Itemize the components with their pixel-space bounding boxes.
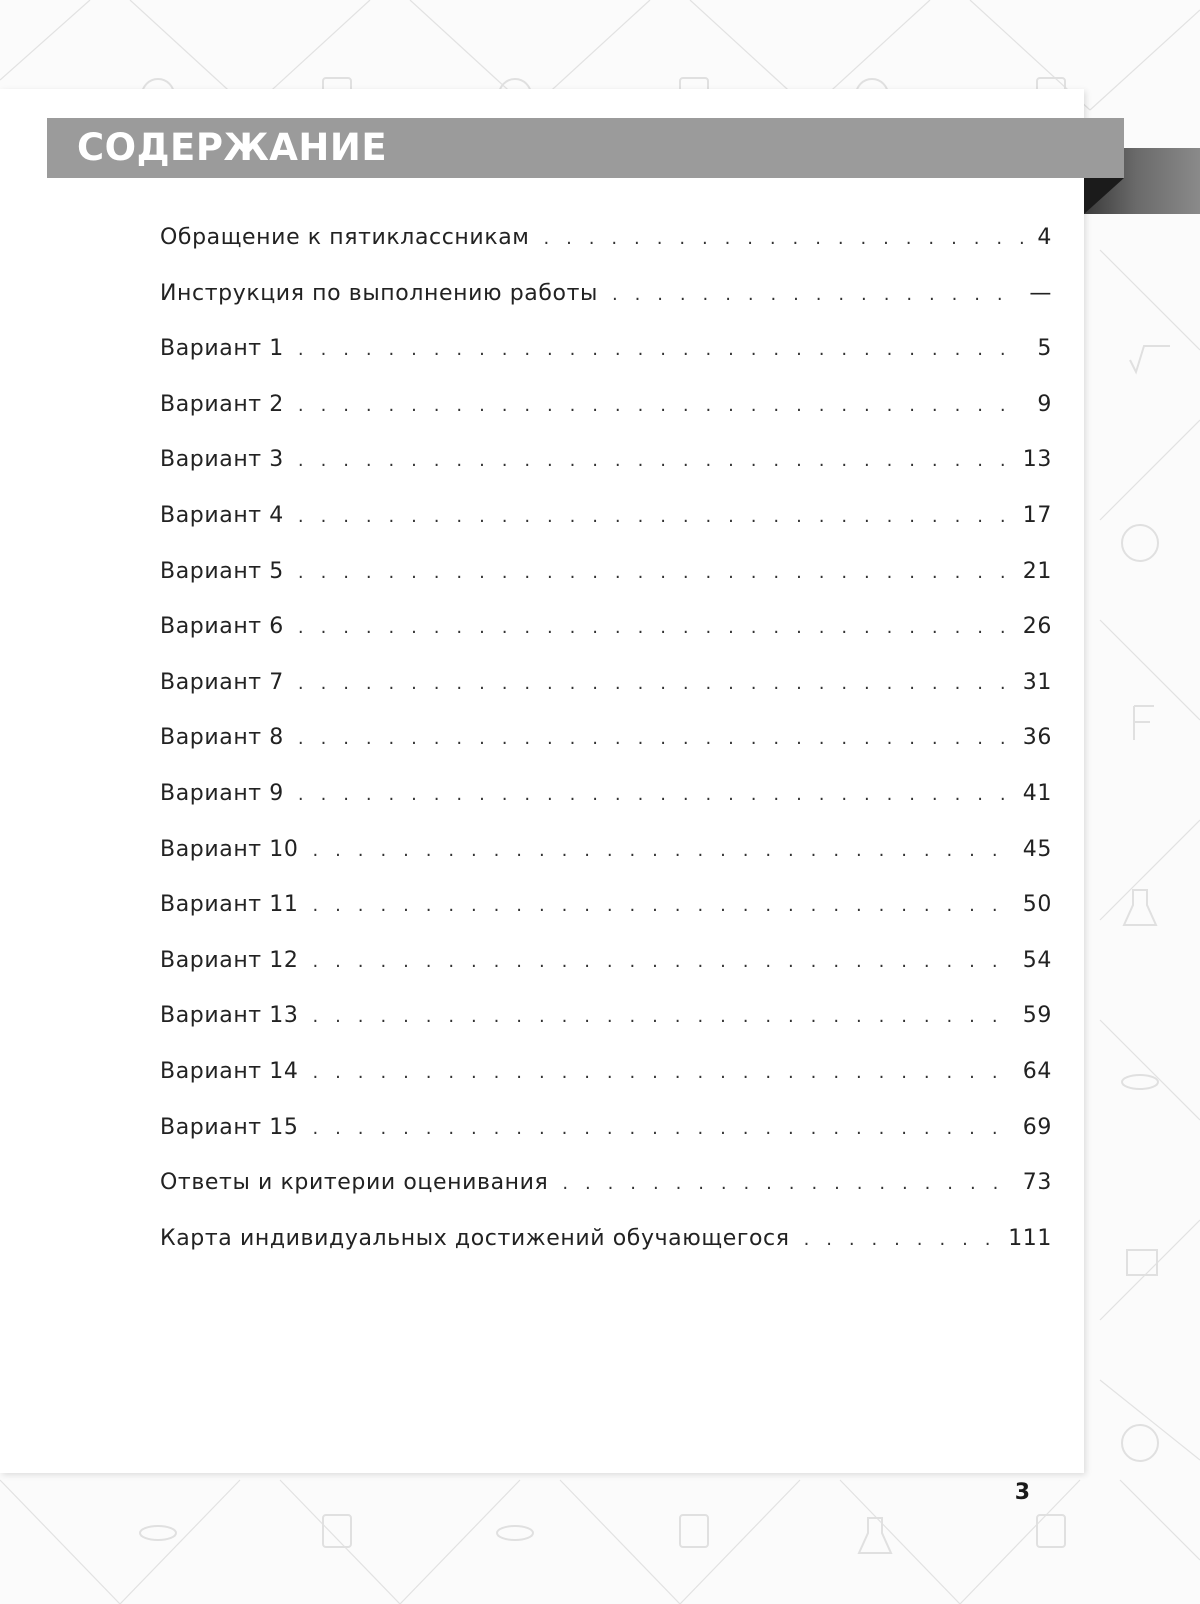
toc-entry-page: 5 <box>1037 336 1052 362</box>
globe-icon <box>1122 1425 1158 1461</box>
toc-entry[interactable] <box>160 837 1052 893</box>
toc-dot-leader <box>606 284 1015 305</box>
flask-icon <box>1124 890 1156 925</box>
toc-entry[interactable] <box>160 948 1052 1004</box>
toc-entry-label: Карта индивидуальных достижений обучающегося <box>160 1226 798 1251</box>
toc-entry-label: Вариант 1 <box>160 336 292 361</box>
page-number: 3 <box>1014 1480 1030 1505</box>
toc-dot-leader <box>307 1062 1009 1083</box>
toc-entry[interactable] <box>160 892 1052 948</box>
toc-dot-leader <box>292 506 1009 527</box>
toc-entry-page: 36 <box>1022 725 1052 751</box>
toc-entry-label: Вариант 10 <box>160 837 307 862</box>
toc-entry-label: Вариант 13 <box>160 1003 307 1028</box>
flask-icon <box>859 1518 891 1553</box>
toc-entry-label: Ответы и критерии оценивания <box>160 1170 556 1195</box>
toc-entry[interactable] <box>160 392 1052 448</box>
toc-entry-page: 111 <box>1008 1225 1052 1251</box>
toc-dot-leader <box>292 339 1023 360</box>
toc-entry-label: Обращение к пятиклассникам <box>160 225 537 250</box>
toc-entry[interactable] <box>160 1059 1052 1115</box>
book-icon <box>323 1515 351 1547</box>
book-icon <box>680 1515 708 1547</box>
toc-entry[interactable] <box>160 1003 1052 1059</box>
corner-tab-fold <box>1084 178 1124 214</box>
toc-dot-leader <box>537 228 1023 249</box>
toc-entry-label: Вариант 15 <box>160 1115 307 1140</box>
toc-dot-leader <box>292 673 1009 694</box>
pattern-line <box>1100 250 1200 1460</box>
letter-f-icon <box>1134 706 1154 740</box>
toc-entry-page: 54 <box>1022 947 1052 973</box>
toc-entry[interactable] <box>160 781 1052 837</box>
table-of-contents <box>160 225 1052 1281</box>
toc-dot-leader <box>292 562 1009 583</box>
toc-entry-label: Вариант 4 <box>160 503 292 528</box>
toc-entry-page: 17 <box>1022 502 1052 528</box>
toc-entry[interactable] <box>160 225 1052 281</box>
toc-dot-leader <box>292 728 1009 749</box>
toc-entry-page: 64 <box>1022 1058 1052 1084</box>
toc-entry[interactable] <box>160 281 1052 337</box>
toc-entry-label: Вариант 9 <box>160 781 292 806</box>
sqrt-icon <box>1130 346 1170 372</box>
toc-entry-label: Инструкция по выполнению работы <box>160 281 606 306</box>
title-bar <box>47 118 1124 178</box>
toc-entry[interactable] <box>160 559 1052 615</box>
toc-entry[interactable] <box>160 447 1052 503</box>
toc-dot-leader <box>292 617 1009 638</box>
atom-icon <box>1122 1075 1158 1089</box>
toc-entry-label: Вариант 14 <box>160 1059 307 1084</box>
toc-dot-leader <box>307 951 1009 972</box>
toc-entry-page: 4 <box>1037 225 1052 250</box>
toc-entry-page: 45 <box>1022 836 1052 862</box>
toc-dot-leader <box>307 840 1009 861</box>
toc-entry[interactable] <box>160 336 1052 392</box>
toc-entry-page: 9 <box>1037 391 1052 417</box>
toc-entry-page: 69 <box>1022 1114 1052 1140</box>
toc-entry-label: Вариант 3 <box>160 447 292 472</box>
toc-dot-leader <box>798 1229 995 1250</box>
atom-icon <box>140 1526 176 1540</box>
toc-entry-label: Вариант 6 <box>160 614 292 639</box>
toc-entry-page: 59 <box>1022 1003 1052 1029</box>
toc-entry-page: 26 <box>1022 614 1052 640</box>
toc-dot-leader <box>307 895 1009 916</box>
page-title: СОДЕРЖАНИЕ <box>77 126 388 169</box>
toc-dot-leader <box>292 395 1023 416</box>
toc-entry-label: Вариант 11 <box>160 892 307 917</box>
toc-entry[interactable] <box>160 1226 1052 1282</box>
scroll-icon <box>1127 1250 1157 1275</box>
toc-entry[interactable] <box>160 503 1052 559</box>
toc-entry-label: Вариант 12 <box>160 948 307 973</box>
toc-entry-label: Вариант 5 <box>160 559 292 584</box>
toc-entry[interactable] <box>160 670 1052 726</box>
toc-entry-page: 31 <box>1022 669 1052 695</box>
toc-dot-leader <box>307 1006 1009 1027</box>
toc-entry-label: Вариант 8 <box>160 725 292 750</box>
toc-dot-leader <box>292 450 1009 471</box>
toc-entry-page: 21 <box>1022 558 1052 584</box>
toc-entry-label: Вариант 7 <box>160 670 292 695</box>
toc-entry-page: — <box>1029 280 1052 306</box>
toc-entry-page: 73 <box>1022 1170 1052 1196</box>
toc-dot-leader <box>307 1118 1009 1139</box>
toc-entry-label: Вариант 2 <box>160 392 292 417</box>
toc-entry[interactable] <box>160 725 1052 781</box>
atom-icon <box>497 1526 533 1540</box>
toc-dot-leader <box>292 784 1009 805</box>
globe-icon <box>1122 525 1158 561</box>
toc-entry[interactable] <box>160 614 1052 670</box>
toc-entry-page: 41 <box>1022 780 1052 806</box>
toc-entry-page: 50 <box>1022 892 1052 918</box>
toc-entry[interactable] <box>160 1170 1052 1226</box>
toc-dot-leader <box>556 1173 1008 1194</box>
toc-entry[interactable] <box>160 1115 1052 1171</box>
toc-entry-page: 13 <box>1022 447 1052 473</box>
